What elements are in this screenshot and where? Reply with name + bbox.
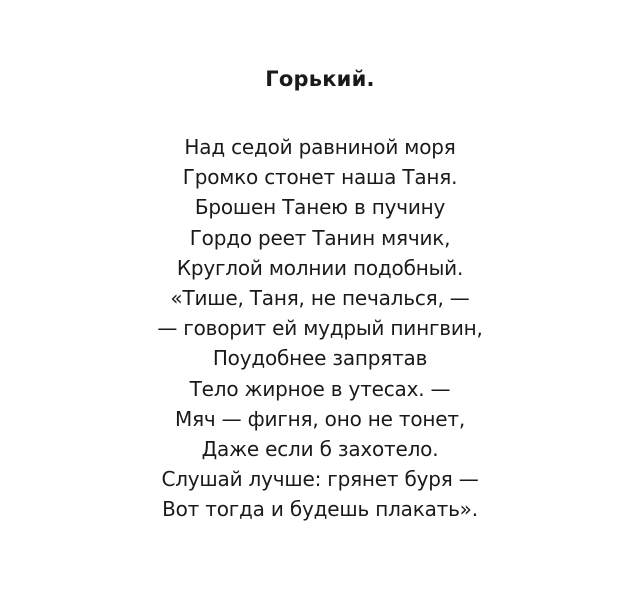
poem-line: Поудобнее запрятав: [212, 346, 428, 371]
poem-line: Брошен Танею в пучину: [194, 195, 446, 220]
poem-line: «Тише, Таня, не печалься, —: [170, 285, 470, 310]
poem-line: Круглой молнии подобный.: [176, 255, 464, 280]
poem-body: [0, 132, 640, 524]
poem-line: Гордо реет Танин мячик,: [189, 225, 451, 250]
poem-line: Мяч — фигня, оно не тонет,: [175, 406, 465, 431]
poem-line: Громко стонет наша Таня.: [182, 165, 458, 190]
poem-line: Даже если б захотело.: [201, 436, 439, 461]
poem-line: Над седой равниной моря: [184, 135, 456, 159]
poem-line: Слушай лучше: грянет буря —: [161, 467, 479, 492]
poem-title: Горький.: [265, 67, 375, 91]
poem-line: — говорит ей мудрый пингвин,: [157, 316, 483, 341]
poem-line: Тело жирное в утесах. —: [189, 376, 451, 401]
poem-line: Вот тогда и будешь плакать».: [162, 497, 478, 522]
